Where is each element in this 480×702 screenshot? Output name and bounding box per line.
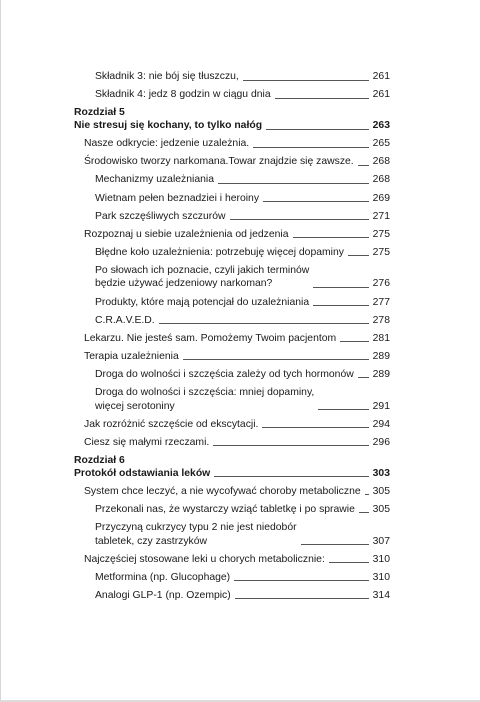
toc-entry[interactable] — [74, 418, 390, 432]
toc-page-number: 291 — [372, 400, 390, 412]
toc-page-number: 310 — [372, 553, 390, 565]
toc-entry-title-line: Droga do wolności i szczęścia: mniej dopaminy, — [95, 387, 315, 398]
toc-page-number: 278 — [372, 314, 390, 326]
toc-entry-title: Analogi GLP-1 (np. Ozempic) — [95, 589, 231, 601]
toc-leader-line — [263, 201, 369, 202]
toc-page-number: 268 — [372, 156, 390, 168]
toc-leader-line — [329, 562, 369, 563]
toc-entry-title: C.R.A.V.E.D. — [95, 314, 155, 326]
toc-entry-title — [95, 386, 314, 413]
toc-entry-title: Ciesz się małymi rzeczami. — [84, 436, 210, 448]
toc-entry-title: Mechanizmy uzależniania — [95, 174, 214, 186]
toc-entry-title: Jak rozróżnić szczęście od ekscytacji. — [84, 418, 259, 430]
toc-page-number: 314 — [372, 589, 390, 601]
toc-leader-line — [234, 580, 369, 581]
toc-entry-title-line: będzie używać jedzeniowy narkoman? — [95, 278, 273, 290]
toc-leader-line — [262, 427, 368, 428]
toc-leader-line — [365, 494, 369, 495]
toc-entry-title: System chce leczyć, a nie wycofywać choroby metaboliczne — [84, 485, 361, 497]
toc-entry[interactable] — [74, 571, 390, 585]
toc-leader-line — [340, 341, 368, 342]
toc-entry-title: Rozpoznaj u siebie uzależnienia od jedzenia — [84, 228, 289, 240]
toc-entry-title: Nasze odkrycie: jedzenie uzależnia. — [84, 138, 250, 150]
toc-leader-line — [358, 377, 369, 378]
toc-chapter-title-row[interactable] — [74, 119, 390, 133]
toc-leader-line — [301, 544, 369, 545]
toc-entry[interactable] — [74, 436, 390, 450]
toc-entry[interactable] — [74, 246, 390, 260]
toc-entry[interactable] — [74, 210, 390, 224]
toc-leader-line — [235, 598, 369, 599]
toc-leader-line — [214, 476, 368, 477]
toc-leader-line — [359, 512, 369, 513]
toc-page-number: 294 — [372, 418, 390, 430]
toc-leader-line — [318, 409, 368, 410]
toc-page-number: 303 — [372, 467, 390, 479]
toc-page-number: 275 — [372, 246, 390, 258]
toc-page-number: 296 — [372, 436, 390, 448]
toc-leader-line — [230, 219, 369, 220]
toc-entry[interactable] — [74, 264, 390, 291]
toc-entry-title: Nie stresuj się kochany, to tylko nałóg — [74, 120, 263, 132]
toc-page-number: 276 — [372, 278, 390, 290]
toc-page-number: 305 — [372, 485, 390, 497]
toc-entry-title: Terapia uzależnienia — [84, 350, 179, 362]
toc-entry[interactable] — [74, 368, 390, 382]
toc-page-number: 263 — [372, 120, 390, 132]
toc-entry-title: Przekonali nas, że wystarczy wziąć tabletkę i po sprawie — [95, 503, 355, 515]
page-left-edge — [0, 0, 1, 702]
toc-leader-line — [253, 147, 368, 148]
toc-leader-line — [313, 287, 368, 288]
toc-page-number: 307 — [372, 535, 390, 547]
toc-page-number: 289 — [372, 350, 390, 362]
toc-leader-line — [159, 323, 369, 324]
toc-entry-title — [95, 264, 309, 291]
toc-entry[interactable] — [74, 228, 390, 242]
toc-page-number: 277 — [372, 296, 390, 308]
toc-page-number: 275 — [372, 228, 390, 240]
toc-page-number: 265 — [372, 138, 390, 150]
toc-entry[interactable] — [74, 70, 390, 84]
toc-page-number: 261 — [372, 89, 390, 101]
toc-entry-title: Metformina (np. Glucophage) — [95, 571, 231, 583]
toc-entry-title: Składnik 3: nie bój się tłuszczu, — [95, 71, 239, 82]
toc-page-number: 268 — [372, 174, 390, 186]
toc-leader-line — [275, 98, 369, 99]
toc-entry-title: Droga do wolności i szczęścia zależy od tych hormonów — [95, 368, 354, 380]
toc-entry[interactable] — [74, 521, 390, 548]
chapter-label: Rozdział 6 — [74, 454, 125, 466]
toc-entry-title: Wietnam pełen beznadziei i heroiny — [95, 192, 260, 204]
toc-leader-line — [313, 305, 369, 306]
toc-leader-line — [243, 80, 369, 81]
toc-entry-title: Protokół odstawiania leków — [74, 467, 211, 479]
toc-entry-title — [95, 521, 297, 548]
toc-entry-title: Środowisko tworzy narkomana.Towar znajdzie się zawsze. — [84, 156, 354, 168]
toc-entry[interactable] — [74, 350, 390, 364]
table-of-contents — [74, 70, 390, 607]
toc-entry-title-line: więcej serotoniny — [95, 400, 175, 412]
toc-page-number: 289 — [372, 368, 390, 380]
toc-page-number: 310 — [372, 571, 390, 583]
toc-page-number: 271 — [372, 210, 390, 222]
toc-entry[interactable] — [74, 503, 390, 517]
toc-entry[interactable] — [74, 485, 390, 499]
toc-chapter-title-row[interactable] — [74, 467, 390, 481]
toc-entry[interactable] — [74, 155, 390, 169]
toc-leader-line — [218, 183, 369, 184]
toc-leader-line — [183, 359, 369, 360]
toc-leader-line — [213, 445, 368, 446]
toc-entry-title-line: Po słowach ich poznacie, czyli jakich terminów — [95, 264, 310, 276]
toc-leader-line — [293, 237, 369, 238]
toc-entry[interactable] — [74, 314, 390, 328]
toc-entry-title: Składnik 4: jedz 8 godzin w ciągu dnia — [95, 89, 271, 101]
chapter-label: Rozdział 5 — [74, 107, 125, 119]
toc-entry-title: Lekarzu. Nie jesteś sam. Pomożemy Twoim pacjentom — [84, 332, 337, 344]
toc-entry-title: Park szczęśliwych szczurów — [95, 210, 226, 222]
toc-entry[interactable] — [74, 386, 390, 413]
toc-leader-line — [348, 255, 369, 256]
toc-entry-title-line: Przyczyną cukrzycy typu 2 nie jest niedobór — [95, 522, 297, 534]
toc-entry[interactable] — [74, 173, 390, 187]
toc-entry[interactable] — [74, 137, 390, 151]
toc-entry-title: Błędne koło uzależnienia: potrzebuję więcej dopaminy — [95, 246, 344, 258]
toc-entry-title: Produkty, które mają potencjał do uzależniania — [95, 296, 310, 308]
toc-leader-line — [266, 129, 369, 130]
toc-leader-line — [358, 165, 369, 166]
toc-page-number: 305 — [372, 503, 390, 515]
toc-entry[interactable] — [74, 296, 390, 310]
toc-page-number: 269 — [372, 192, 390, 204]
toc-entry[interactable] — [74, 332, 390, 346]
toc-entry[interactable] — [74, 589, 390, 603]
toc-page-number: 261 — [372, 71, 390, 82]
toc-entry-title-line: tabletek, czy zastrzyków — [95, 535, 208, 547]
toc-entry[interactable] — [74, 88, 390, 102]
toc-entry[interactable] — [74, 553, 390, 567]
toc-entry-title: Najczęściej stosowane leki u chorych metabolicznie: — [84, 553, 325, 565]
toc-page-number: 281 — [372, 332, 390, 344]
toc-entry[interactable] — [74, 192, 390, 206]
